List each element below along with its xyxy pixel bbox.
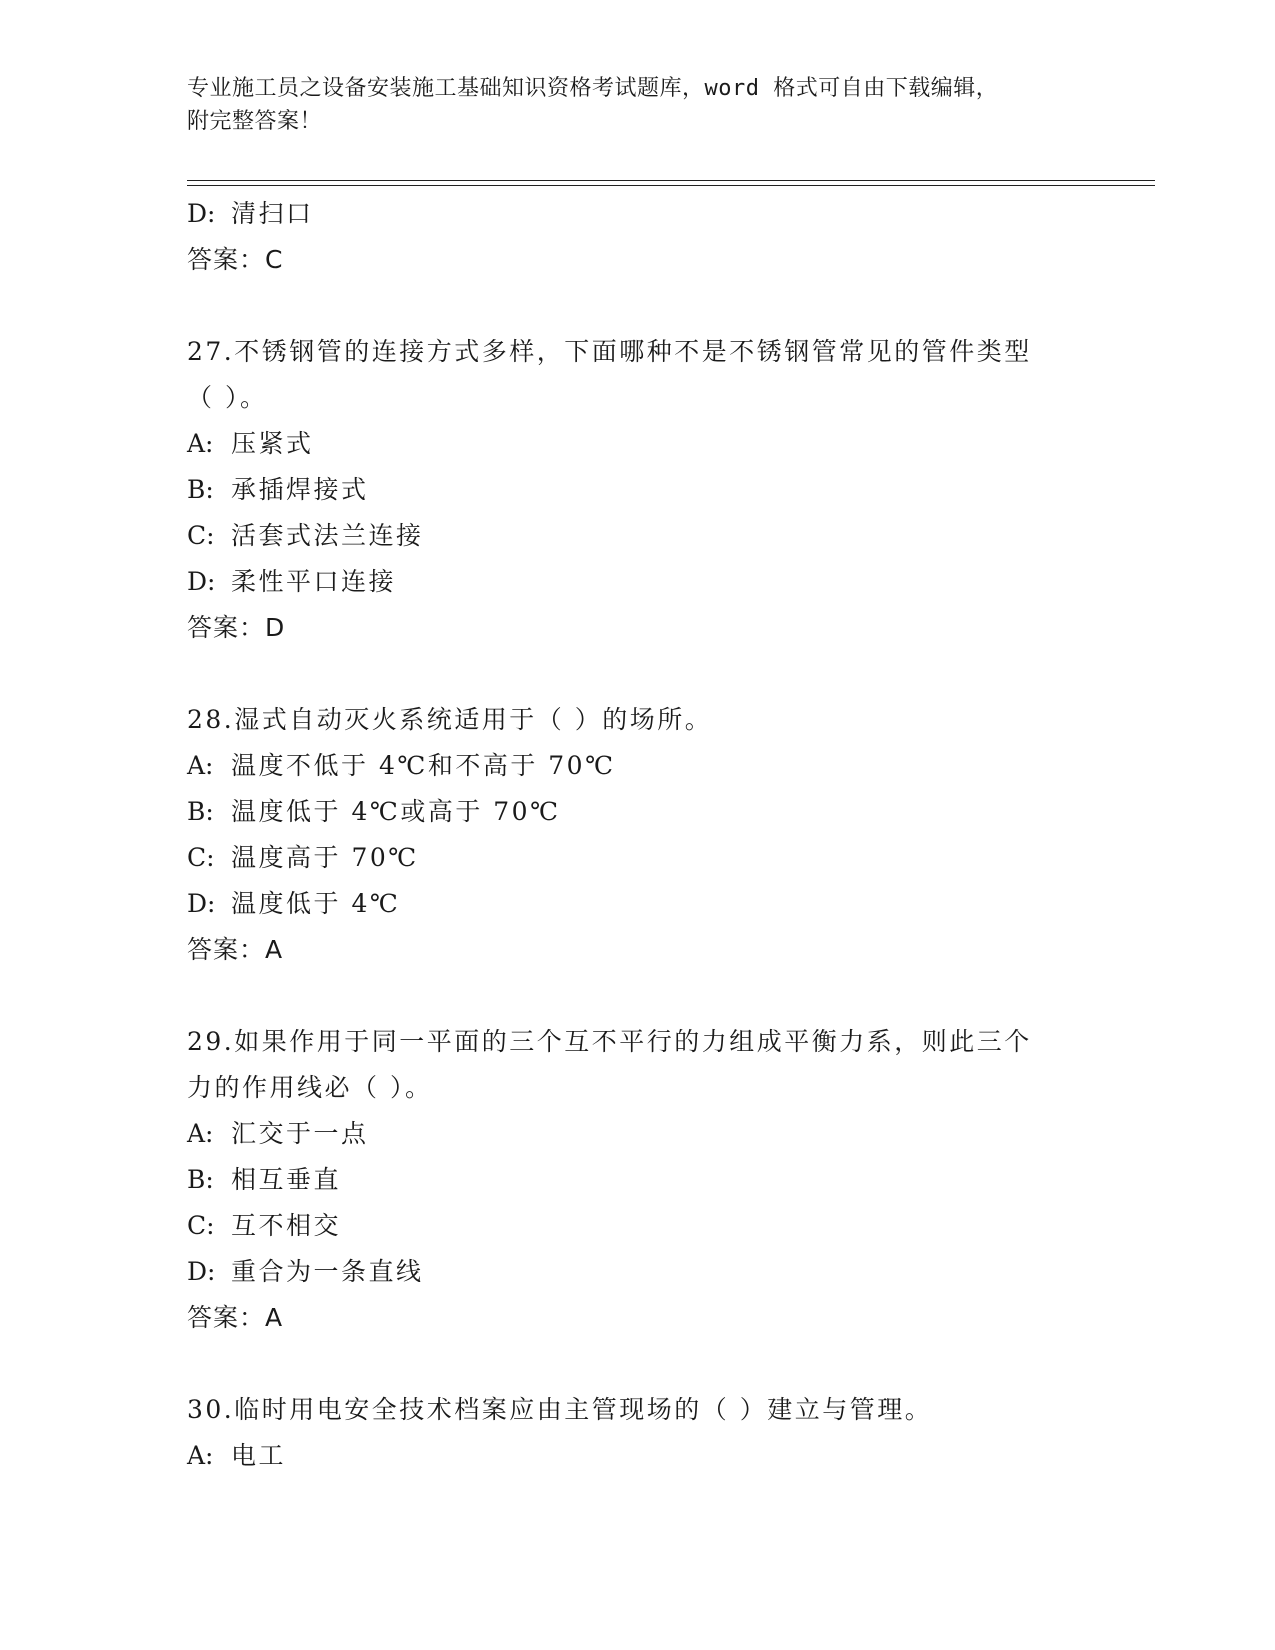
option-b (187, 789, 1087, 835)
header-line-2: 附完整答案！ (187, 109, 323, 134)
question-stem: 29.如果作用于同一平面的三个互不平行的力组成平衡力系，则此三个 (187, 1027, 1032, 1056)
answer-value: A (265, 935, 284, 964)
option-a (187, 743, 1087, 789)
option-a (187, 1433, 1087, 1479)
question-stem-cont: 力的作用线必（ ）。 (187, 1073, 433, 1102)
option-label: C: (187, 1211, 215, 1240)
option-text: 相互垂直 (231, 1165, 342, 1194)
answer-label: 答案： (187, 935, 266, 964)
question-content (187, 191, 1087, 1479)
question-stem-cont: （ ）。 (187, 383, 268, 412)
option-label: C: (187, 521, 215, 550)
answer-line (187, 605, 1087, 651)
option-c (187, 1203, 1087, 1249)
option-text: 汇交于一点 (231, 1119, 369, 1148)
answer-value: A (265, 1303, 284, 1332)
option-label: A: (187, 1441, 214, 1470)
option-text: 电工 (231, 1441, 287, 1470)
option-text: 温度低于 4℃或高于 70℃ (231, 797, 561, 826)
option-text: 承插焊接式 (231, 475, 369, 504)
answer-label: 答案： (187, 245, 266, 274)
option-b (187, 467, 1087, 513)
option-label: C: (187, 843, 215, 872)
option-text: 压紧式 (231, 429, 314, 458)
answer-line (187, 237, 1087, 283)
answer-line (187, 1295, 1087, 1341)
option-d (187, 559, 1087, 605)
option-d (187, 881, 1087, 927)
question-30 (187, 1387, 1087, 1479)
option-label: A: (187, 429, 214, 458)
option-label: A: (187, 751, 214, 780)
option-text: 清扫口 (231, 199, 314, 228)
question-stem: 28.湿式自动灭火系统适用于（ ）的场所。 (187, 705, 713, 734)
option-label: A: (187, 1119, 214, 1148)
option-d (187, 1249, 1087, 1295)
option-text: 重合为一条直线 (231, 1257, 424, 1286)
question-28 (187, 697, 1087, 973)
option-text: 温度高于 70℃ (231, 843, 419, 872)
option-b (187, 1157, 1087, 1203)
option-label: B: (187, 797, 214, 826)
option-d (187, 191, 1087, 237)
header-divider (187, 180, 1155, 186)
option-text: 温度低于 4℃ (231, 889, 401, 918)
answer-label: 答案： (187, 613, 266, 642)
option-text: 活套式法兰连接 (231, 521, 424, 550)
answer-value: C (265, 245, 284, 274)
document-header (187, 72, 1087, 138)
answer-line (187, 927, 1087, 973)
option-text: 柔性平口连接 (231, 567, 397, 596)
question-stem: 30.临时用电安全技术档案应由主管现场的（ ）建立与管理。 (187, 1395, 933, 1424)
question-27 (187, 329, 1087, 651)
answer-value: D (265, 613, 286, 642)
option-label: B: (187, 475, 214, 504)
option-label: D: (187, 199, 216, 228)
option-label: D: (187, 1257, 216, 1286)
header-line-1: 专业施工员之设备安装施工基础知识资格考试题库，word 格式可自由下载编辑， (187, 76, 999, 101)
option-text: 互不相交 (231, 1211, 342, 1240)
answer-label: 答案： (187, 1303, 266, 1332)
question-stem: 27.不锈钢管的连接方式多样，下面哪种不是不锈钢管常见的管件类型 (187, 337, 1032, 366)
option-c (187, 835, 1087, 881)
option-c (187, 513, 1087, 559)
option-label: D: (187, 889, 216, 918)
option-text: 温度不低于 4℃和不高于 70℃ (231, 751, 616, 780)
option-label: B: (187, 1165, 214, 1194)
option-label: D: (187, 567, 216, 596)
question-29 (187, 1019, 1087, 1341)
option-a (187, 1111, 1087, 1157)
option-a (187, 421, 1087, 467)
